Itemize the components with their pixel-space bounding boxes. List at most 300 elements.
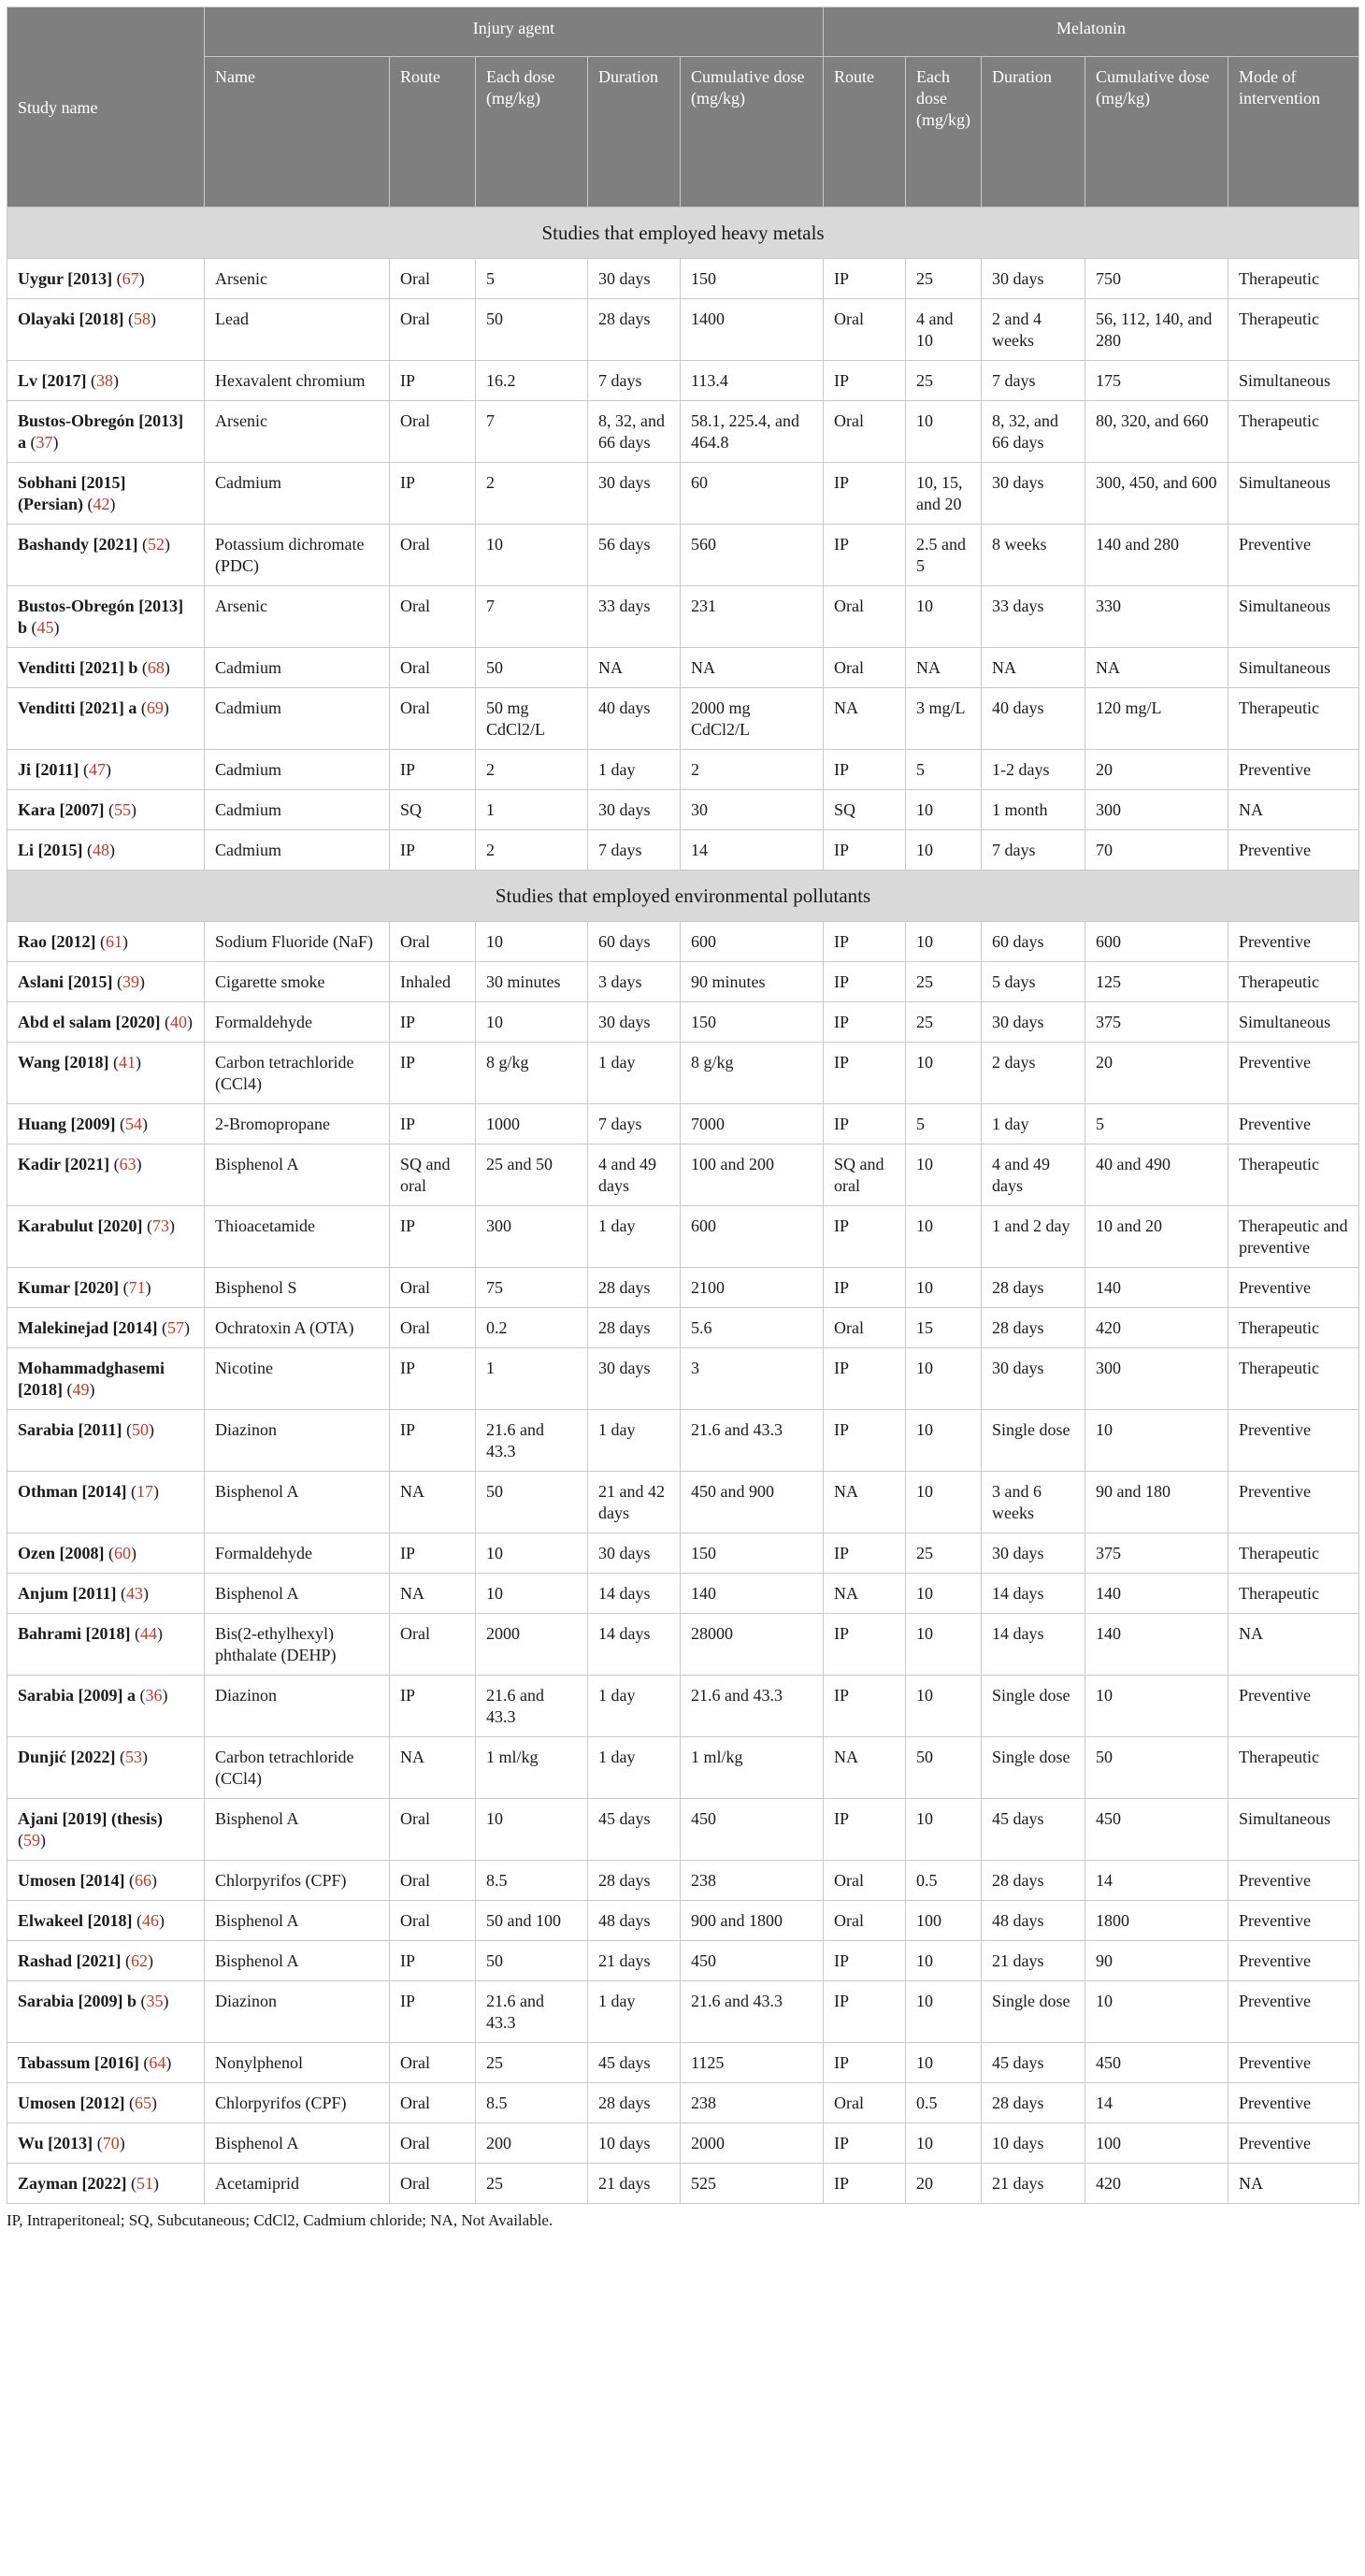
- table-row: [7, 922, 1359, 962]
- table-cell: 140 and 280: [1085, 525, 1228, 586]
- reference-link[interactable]: 42: [93, 495, 110, 513]
- table-cell: 40 days: [588, 688, 681, 750]
- study-name: Kumar [2020]: [18, 1278, 120, 1297]
- table-cell: Preventive: [1228, 750, 1359, 790]
- table-cell: 2.5 and 5: [906, 525, 982, 586]
- table-cell: 10: [906, 1676, 982, 1737]
- table-cell: NA: [390, 1574, 476, 1614]
- table-cell: 28 days: [588, 1268, 681, 1308]
- table-cell: Diazinon: [205, 1676, 390, 1737]
- reference-link[interactable]: 73: [152, 1216, 170, 1235]
- table-cell: Oral: [390, 2123, 476, 2164]
- table-cell: Therapeutic: [1228, 1308, 1359, 1348]
- reference-link[interactable]: 64: [149, 2053, 166, 2072]
- table-cell: 450: [681, 1799, 824, 1861]
- table-cell: 450: [1085, 2043, 1228, 2083]
- reference-link[interactable]: 59: [23, 1831, 40, 1849]
- table-cell: Formaldehyde: [205, 1533, 390, 1574]
- table-cell: 10: [1085, 1981, 1228, 2043]
- table-cell: IP: [390, 463, 476, 525]
- table-cell: Preventive: [1228, 2043, 1359, 2083]
- table-cell: NA: [1085, 648, 1228, 688]
- table-cell: Oral: [390, 2043, 476, 2083]
- table-cell: 20: [906, 2164, 982, 2204]
- table-cell: 60 days: [982, 922, 1085, 962]
- table-cell: Simultaneous: [1228, 361, 1359, 401]
- table-cell: NA: [824, 688, 906, 750]
- table-cell: Nonylphenol: [205, 2043, 390, 2083]
- table-cell: 200: [476, 2123, 588, 2164]
- table-cell: 10: [906, 1043, 982, 1104]
- study-name: Bahrami [2018]: [18, 1624, 131, 1643]
- table-cell: Oral: [390, 2083, 476, 2123]
- table-cell: 21.6 and 43.3: [476, 1676, 588, 1737]
- table-cell: 90: [1085, 1941, 1228, 1981]
- study-name: Rao [2012]: [18, 932, 96, 951]
- reference-link[interactable]: 54: [125, 1115, 143, 1133]
- table-cell: 1 day: [588, 750, 681, 790]
- table-cell: Diazinon: [205, 1981, 390, 2043]
- table-cell: Chlorpyrifos (CPF): [205, 2083, 390, 2123]
- table-cell: 140: [1085, 1614, 1228, 1676]
- table-cell: 1 day: [588, 1981, 681, 2043]
- table-cell: 30 days: [588, 463, 681, 525]
- table-cell: 375: [1085, 1002, 1228, 1043]
- column-header: Duration: [588, 57, 681, 208]
- table-cell: Preventive: [1228, 1941, 1359, 1981]
- table-cell: 10 days: [588, 2123, 681, 2164]
- reference-link[interactable]: 66: [135, 1871, 151, 1890]
- table-cell: 33 days: [588, 586, 681, 648]
- table-cell: 10: [476, 1799, 588, 1861]
- table-cell: NA: [906, 648, 982, 688]
- table-cell: 10: [906, 1799, 982, 1861]
- table-cell: 14 days: [588, 1614, 681, 1676]
- table-cell: 14: [1085, 1861, 1228, 1901]
- table-cell: 300: [1085, 790, 1228, 830]
- table-cell: 10: [906, 1574, 982, 1614]
- reference-link[interactable]: 71: [128, 1278, 146, 1297]
- table-cell: 70: [1085, 830, 1228, 871]
- table-cell: IP: [824, 1104, 906, 1144]
- study-name: Zayman [2022]: [18, 2174, 127, 2193]
- table-cell: 2: [476, 750, 588, 790]
- table-cell: Oral: [390, 259, 476, 299]
- table-cell: 10 days: [982, 2123, 1085, 2164]
- table-cell: 80, 320, and 660: [1085, 401, 1228, 463]
- table-row: [7, 1002, 1359, 1043]
- table-cell: 3 days: [588, 962, 681, 1002]
- table-cell: Oral: [824, 1308, 906, 1348]
- table-cell: 10 and 20: [1085, 1206, 1228, 1268]
- table-cell: NA: [1228, 1614, 1359, 1676]
- table-cell: 21.6 and 43.3: [476, 1410, 588, 1472]
- reference-link[interactable]: 62: [131, 1951, 149, 1970]
- study-name-cell: Umosen [2012] (65): [7, 2083, 205, 2123]
- reference-link[interactable]: 57: [166, 1318, 184, 1337]
- table-row: [7, 1737, 1359, 1799]
- table-cell: 45 days: [588, 2043, 681, 2083]
- table-cell: 2: [476, 463, 588, 525]
- table-cell: IP: [824, 2164, 906, 2204]
- table-cell: 30 days: [588, 1533, 681, 1574]
- table-cell: 30 days: [588, 1002, 681, 1043]
- table-cell: 2: [476, 830, 588, 871]
- reference-link[interactable]: 50: [132, 1420, 150, 1439]
- column-header: Each dose (mg/kg): [476, 57, 588, 208]
- table-cell: Diazinon: [205, 1410, 390, 1472]
- table-cell: 30 days: [982, 1348, 1085, 1410]
- table-cell: 2000: [476, 1614, 588, 1676]
- table-cell: 75: [476, 1268, 588, 1308]
- table-cell: 8 g/kg: [476, 1043, 588, 1104]
- study-name-cell: Ajani [2019] (thesis) (59): [7, 1799, 205, 1861]
- reference-link[interactable]: 51: [136, 2174, 153, 2193]
- table-cell: Inhaled: [390, 962, 476, 1002]
- table-row: [7, 1799, 1359, 1861]
- table-cell: Oral: [824, 648, 906, 688]
- study-name-cell: Elwakeel [2018] (46): [7, 1901, 205, 1941]
- table-cell: 10: [906, 401, 982, 463]
- reference-link[interactable]: 37: [36, 433, 53, 452]
- table-cell: 140: [1085, 1574, 1228, 1614]
- table-cell: 2-Bromopropane: [205, 1104, 390, 1144]
- table-cell: Cadmium: [205, 648, 390, 688]
- study-name: Ajani [2019] (thesis): [18, 1809, 163, 1828]
- table-row: [7, 2043, 1359, 2083]
- table-cell: 8.5: [476, 1861, 588, 1901]
- table-cell: 90 minutes: [681, 962, 824, 1002]
- table-cell: IP: [390, 750, 476, 790]
- study-name-cell: Rao [2012] (61): [7, 922, 205, 962]
- table-cell: Cadmium: [205, 790, 390, 830]
- table-cell: IP: [390, 1981, 476, 2043]
- table-cell: Arsenic: [205, 259, 390, 299]
- table-cell: Preventive: [1228, 1861, 1359, 1901]
- study-name-cell: Lv [2017] (38): [7, 361, 205, 401]
- table-cell: Bis(2-ethylhexyl) phthalate (DEHP): [205, 1614, 390, 1676]
- table-cell: Oral: [824, 2083, 906, 2123]
- table-row: [7, 1676, 1359, 1737]
- table-cell: SQ: [390, 790, 476, 830]
- table-cell: 1400: [681, 299, 824, 361]
- column-header: Duration: [982, 57, 1085, 208]
- table-cell: Preventive: [1228, 1268, 1359, 1308]
- table-cell: IP: [824, 1206, 906, 1268]
- table-row: [7, 962, 1359, 1002]
- reference-link[interactable]: 38: [96, 371, 113, 390]
- study-name: Bustos-Obregón [2013] a: [18, 411, 184, 452]
- reference-link[interactable]: 45: [36, 618, 54, 637]
- table-cell: Formaldehyde: [205, 1002, 390, 1043]
- table-cell: 4 and 49 days: [982, 1144, 1085, 1206]
- table-cell: Bisphenol S: [205, 1268, 390, 1308]
- table-cell: 450 and 900: [681, 1472, 824, 1533]
- table-row: [7, 401, 1359, 463]
- table-cell: Preventive: [1228, 525, 1359, 586]
- reference-link[interactable]: 43: [126, 1584, 144, 1603]
- table-cell: IP: [390, 1410, 476, 1472]
- study-name: Sarabia [2009] a: [18, 1686, 136, 1705]
- study-name: Sarabia [2011]: [18, 1420, 122, 1439]
- table-cell: 50: [476, 648, 588, 688]
- study-name: Venditti [2021] b: [18, 658, 138, 677]
- table-cell: Preventive: [1228, 1410, 1359, 1472]
- table-container: [7, 7, 1358, 2231]
- reference-link[interactable]: 69: [146, 698, 164, 717]
- reference-link[interactable]: 60: [113, 1544, 131, 1562]
- table-cell: SQ and oral: [824, 1144, 906, 1206]
- section-title: Studies that employed environmental pollutants: [7, 871, 1359, 922]
- table-cell: NA: [824, 1472, 906, 1533]
- table-row: [7, 1533, 1359, 1574]
- table-cell: Single dose: [982, 1676, 1085, 1737]
- reference-link[interactable]: 70: [102, 2134, 120, 2152]
- study-name: Elwakeel [2018]: [18, 1911, 133, 1930]
- table-cell: Bisphenol A: [205, 1472, 390, 1533]
- table-cell: 28 days: [982, 1308, 1085, 1348]
- table-cell: 238: [681, 1861, 824, 1901]
- table-cell: 10: [906, 790, 982, 830]
- table-cell: 0.2: [476, 1308, 588, 1348]
- table-cell: Lead: [205, 299, 390, 361]
- reference-link[interactable]: 40: [170, 1013, 187, 1031]
- table-cell: 56 days: [588, 525, 681, 586]
- table-cell: 1000: [476, 1104, 588, 1144]
- table-cell: 30 days: [588, 1348, 681, 1410]
- table-cell: Sodium Fluoride (NaF): [205, 922, 390, 962]
- reference-link[interactable]: 49: [72, 1380, 90, 1399]
- table-cell: Therapeutic: [1228, 1574, 1359, 1614]
- study-name: Lv [2017]: [18, 371, 87, 390]
- table-cell: 8, 32, and 66 days: [982, 401, 1085, 463]
- table-cell: 10: [1085, 1676, 1228, 1737]
- table-cell: Single dose: [982, 1410, 1085, 1472]
- table-cell: 45 days: [982, 2043, 1085, 2083]
- study-name-cell: Karabulut [2020] (73): [7, 1206, 205, 1268]
- reference-link[interactable]: 48: [93, 841, 109, 859]
- table-cell: IP: [824, 1981, 906, 2043]
- table-cell: IP: [390, 1533, 476, 1574]
- table-cell: 1 day: [588, 1043, 681, 1104]
- table-cell: NA: [1228, 2164, 1359, 2204]
- table-row: [7, 259, 1359, 299]
- table-cell: IP: [824, 1002, 906, 1043]
- table-cell: IP: [390, 1348, 476, 1410]
- study-name-cell: Tabassum [2016] (64): [7, 2043, 205, 2083]
- study-name-cell: Malekinejad [2014] (57): [7, 1308, 205, 1348]
- study-name: Anjum [2011]: [18, 1584, 117, 1603]
- table-cell: 16.2: [476, 361, 588, 401]
- table-row: [7, 2123, 1359, 2164]
- table-cell: Acetamiprid: [205, 2164, 390, 2204]
- table-cell: 300: [1085, 1348, 1228, 1410]
- table-cell: 10: [906, 1268, 982, 1308]
- table-row: [7, 1043, 1359, 1104]
- reference-link[interactable]: 17: [136, 1482, 153, 1501]
- table-cell: 175: [1085, 361, 1228, 401]
- column-header: Cumulative dose (mg/kg): [681, 57, 824, 208]
- reference-link[interactable]: 41: [119, 1053, 136, 1072]
- reference-link[interactable]: 53: [125, 1748, 142, 1766]
- table-cell: 45 days: [588, 1799, 681, 1861]
- reference-link[interactable]: 61: [106, 932, 122, 951]
- table-cell: NA: [588, 648, 681, 688]
- study-name: Tabassum [2016]: [18, 2053, 139, 2072]
- table-cell: 7 days: [588, 361, 681, 401]
- table-cell: 30: [681, 790, 824, 830]
- table-cell: Chlorpyrifos (CPF): [205, 1861, 390, 1901]
- study-name-cell: Sarabia [2009] b (35): [7, 1981, 205, 2043]
- table-cell: Oral: [824, 1861, 906, 1901]
- reference-link[interactable]: 36: [145, 1686, 163, 1705]
- injury-agent-header: Injury agent: [205, 7, 824, 57]
- table-cell: 30 days: [982, 259, 1085, 299]
- study-table: [7, 7, 1359, 2204]
- table-cell: 560: [681, 525, 824, 586]
- table-cell: 10, 15, and 20: [906, 463, 982, 525]
- table-cell: Therapeutic: [1228, 1533, 1359, 1574]
- reference-link[interactable]: 68: [147, 658, 165, 677]
- table-cell: 30 days: [588, 259, 681, 299]
- table-cell: 7 days: [588, 830, 681, 871]
- table-cell: 21.6 and 43.3: [681, 1410, 824, 1472]
- table-row: [7, 830, 1359, 871]
- table-cell: 1: [476, 790, 588, 830]
- table-cell: NA: [982, 648, 1085, 688]
- table-cell: 14 days: [588, 1574, 681, 1614]
- reference-link[interactable]: 47: [89, 760, 106, 779]
- table-cell: 40 days: [982, 688, 1085, 750]
- table-cell: 60 days: [588, 922, 681, 962]
- table-cell: Simultaneous: [1228, 1002, 1359, 1043]
- table-cell: 48 days: [982, 1901, 1085, 1941]
- table-row: [7, 2083, 1359, 2123]
- table-cell: Oral: [390, 1799, 476, 1861]
- table-cell: Oral: [390, 299, 476, 361]
- table-cell: IP: [824, 525, 906, 586]
- table-row: [7, 525, 1359, 586]
- table-cell: 60: [681, 463, 824, 525]
- table-cell: 21 and 42 days: [588, 1472, 681, 1533]
- table-cell: 10: [906, 1144, 982, 1206]
- reference-link[interactable]: 58: [134, 309, 151, 328]
- table-cell: 21.6 and 43.3: [476, 1981, 588, 2043]
- study-name-cell: Zayman [2022] (51): [7, 2164, 205, 2204]
- table-cell: 8.5: [476, 2083, 588, 2123]
- table-cell: 420: [1085, 1308, 1228, 1348]
- table-cell: 50: [476, 1472, 588, 1533]
- table-cell: 113.4: [681, 361, 824, 401]
- study-name: Huang [2009]: [18, 1115, 116, 1133]
- table-cell: 375: [1085, 1533, 1228, 1574]
- table-cell: NA: [824, 1574, 906, 1614]
- table-cell: 10: [906, 1410, 982, 1472]
- study-name-cell: Bustos-Obregón [2013] b (45): [7, 586, 205, 648]
- study-name-cell: Wang [2018] (41): [7, 1043, 205, 1104]
- table-row: [7, 1981, 1359, 2043]
- table-cell: 5.6: [681, 1308, 824, 1348]
- table-cell: 1 and 2 day: [982, 1206, 1085, 1268]
- table-cell: Bisphenol A: [205, 1799, 390, 1861]
- table-cell: 4 and 49 days: [588, 1144, 681, 1206]
- table-cell: IP: [390, 1206, 476, 1268]
- reference-link[interactable]: 65: [135, 2094, 151, 2112]
- reference-link[interactable]: 46: [141, 1911, 159, 1930]
- table-cell: Simultaneous: [1228, 648, 1359, 688]
- table-row: [7, 463, 1359, 525]
- study-name-cell: Kumar [2020] (71): [7, 1268, 205, 1308]
- reference-link[interactable]: 44: [140, 1624, 157, 1643]
- reference-link[interactable]: 67: [122, 269, 139, 288]
- table-cell: 5: [906, 1104, 982, 1144]
- table-cell: 40 and 490: [1085, 1144, 1228, 1206]
- study-name-cell: Sobhani [2015] (Persian) (42): [7, 463, 205, 525]
- table-cell: 10: [1085, 1410, 1228, 1472]
- table-cell: 125: [1085, 962, 1228, 1002]
- study-name: Karabulut [2020]: [18, 1216, 143, 1235]
- study-name: Sarabia [2009] b: [18, 1992, 137, 2010]
- study-name: Ozen [2008]: [18, 1544, 105, 1562]
- table-cell: 2 and 4 weeks: [982, 299, 1085, 361]
- reference-link[interactable]: 39: [122, 972, 140, 991]
- table-cell: 8 weeks: [982, 525, 1085, 586]
- table-cell: IP: [824, 1410, 906, 1472]
- table-cell: 20: [1085, 750, 1228, 790]
- column-header: Route: [390, 57, 476, 208]
- table-cell: 25: [906, 361, 982, 401]
- table-row: [7, 1472, 1359, 1533]
- reference-link[interactable]: 55: [113, 800, 131, 819]
- table-cell: Oral: [390, 1901, 476, 1941]
- table-cell: 10: [906, 1614, 982, 1676]
- table-row: [7, 1348, 1359, 1410]
- table-cell: 1 ml/kg: [476, 1737, 588, 1799]
- table-cell: 5: [1085, 1104, 1228, 1144]
- table-cell: 30 days: [588, 790, 681, 830]
- table-cell: 120 mg/L: [1085, 688, 1228, 750]
- study-name: Ji [2011]: [18, 760, 79, 779]
- table-cell: 10: [906, 1941, 982, 1981]
- table-cell: 25 and 50: [476, 1144, 588, 1206]
- reference-link[interactable]: 52: [148, 535, 165, 554]
- table-cell: 28 days: [588, 1308, 681, 1348]
- table-cell: 150: [681, 1002, 824, 1043]
- table-cell: Oral: [390, 1268, 476, 1308]
- table-cell: 300: [476, 1206, 588, 1268]
- study-name: Venditti [2021] a: [18, 698, 137, 717]
- table-cell: Preventive: [1228, 922, 1359, 962]
- reference-link[interactable]: 35: [146, 1992, 164, 2010]
- table-cell: Carbon tetrachloride (CCl4): [205, 1737, 390, 1799]
- table-cell: 50: [1085, 1737, 1228, 1799]
- table-cell: Cadmium: [205, 688, 390, 750]
- column-header: Route: [824, 57, 906, 208]
- table-row: [7, 1861, 1359, 1901]
- reference-link[interactable]: 63: [119, 1155, 136, 1173]
- table-cell: 25: [906, 962, 982, 1002]
- column-header: Each dose (mg/kg): [906, 57, 982, 208]
- table-cell: IP: [824, 1614, 906, 1676]
- table-cell: Preventive: [1228, 1472, 1359, 1533]
- table-row: [7, 1206, 1359, 1268]
- table-cell: 10: [906, 1348, 982, 1410]
- table-cell: 50 mg CdCl2/L: [476, 688, 588, 750]
- table-cell: Oral: [390, 2164, 476, 2204]
- table-cell: 238: [681, 2083, 824, 2123]
- table-cell: 28 days: [588, 1861, 681, 1901]
- table-cell: NA: [824, 1737, 906, 1799]
